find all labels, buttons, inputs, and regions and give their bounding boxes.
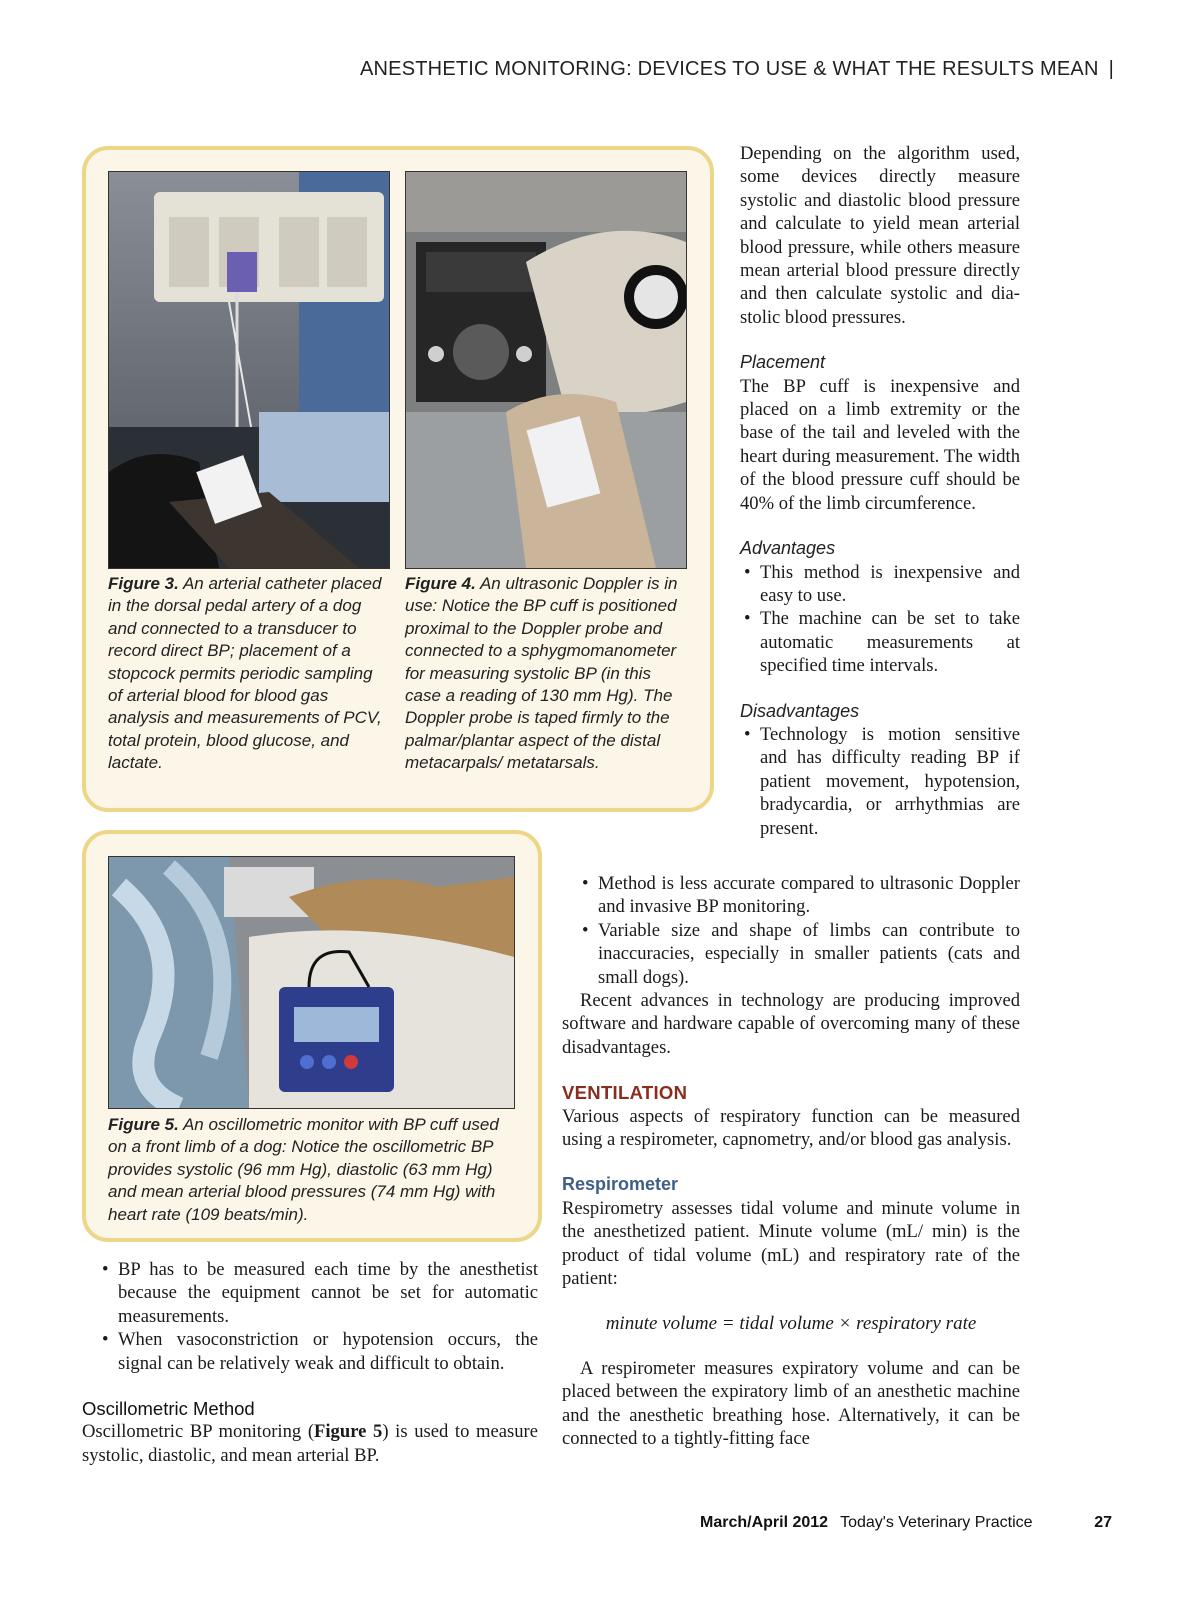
intro-paragraph: Depending on the algorithm used, some devices directly measure systolic and diastolic blood pressure and calculate to yield mean arterial blood pressure, while others measure mean arterial blood pressure directly and then calculate systolic and diastolic blood pressures. (740, 143, 1020, 328)
advantages-heading: Advantages (740, 538, 836, 559)
footer-issue: March/April 2012 (700, 1514, 829, 1531)
figure-5-photo (108, 856, 515, 1109)
figure-3-photo (108, 171, 390, 569)
disadvantages-heading: Disadvantages (740, 700, 860, 721)
ventilation-heading: VENTILATION (562, 1082, 688, 1104)
list-item: • BP has to be measured each time by the anesthetist because the equipment cannot be set for automatic measurements. (98, 1258, 538, 1328)
page-number: 27 (1094, 1514, 1112, 1531)
ventilation-paragraph: Various aspects of respiratory function can be measured using a respirometer, capnometry, and/or blood gas analysis. (562, 1105, 1020, 1151)
figure-5-label: Figure 5. (108, 1115, 179, 1134)
oscillometric-text-post: ) is used to measure systolic, diastolic, and mean arterial BP. (82, 1421, 538, 1466)
respirometer-heading: Respirometer (562, 1174, 679, 1195)
right-column (740, 142, 1020, 840)
figure-3-label: Figure 3. (108, 574, 179, 593)
figure-4-caption (405, 573, 689, 775)
oscillometric-heading: Oscillometric Method (82, 1398, 255, 1420)
lower-right-column (562, 872, 1020, 1451)
placement-heading: Placement (740, 352, 826, 373)
footer-journal: Today's Veterinary Practice (840, 1514, 1033, 1531)
figure-4-text: An ultrasonic Doppler is in use: Notice the BP cuff is positioned proximal to the Doppler probe and connected to a sphygmomanometer for measuring systolic BP (in this case a reading of 130 mm Hg). The Doppler probe is taped firmly to the palmar/plantar aspect of the distal metacarpals/ metatarsals. (405, 574, 678, 773)
figure-5-text: An oscillometric monitor with BP cuff used on a front limb of a dog: Notice the oscillometric BP provides systolic (96 mm Hg), diastolic (63 mm Hg) and mean arterial blood pressures (74 mm Hg) with heart rate (109 beats/min). (108, 1115, 499, 1224)
respirometer-paragraph: Respirometry assesses tidal volume and minute volume in the anesthetized patient. Minute volume (mL/ min) is the product of tidal volume (mL) and respiratory rate of the patient: (562, 1197, 1020, 1290)
list-item: • Technology is motion sensitive and has difficulty reading BP if patient movement, hypotension, bradycardia, or arrhythmias are present. (740, 723, 1020, 840)
disadvantages-list-continued (562, 872, 1020, 989)
figure-5-reference[interactable]: Figure 5 (314, 1421, 383, 1443)
page-footer (700, 1514, 1130, 1532)
list-item: • This method is inexpensive and easy to use. (740, 561, 1020, 608)
figure-4-label: Figure 4. (405, 574, 476, 593)
list-item: • When vasoconstriction or hypotension occurs, the signal can be relatively weak and difficult to obtain. (98, 1328, 538, 1375)
placement-paragraph: The BP cuff is inexpensive and placed on a limb extremity or the base of the tail and leveled with the heart during measurement. The width of the blood pressure cuff should be 40% of the limb circumference. (740, 375, 1020, 514)
lower-left-column (82, 1258, 538, 1467)
respirometer-paragraph-2: A respirometer measures expiratory volume and can be placed between the expiratory limb of an anesthetic machine and the anesthetic breathing hose. Alternatively, it can be connected to a tightly-fitting face (562, 1357, 1020, 1450)
figure-3-text: An arterial catheter placed in the dorsal pedal artery of a dog and connected to a transducer to record direct BP; placement of a stopcock permits periodic sampling of arterial blood for blood gas analysis and measurements of PCV, total protein, blood glucose, and lactate. (108, 574, 382, 773)
list-item: • Variable size and shape of limbs can contribute to inaccuracies, especially in smaller patients (cats and small dogs). (578, 919, 1020, 989)
advantages-list (740, 561, 1020, 678)
advances-paragraph: Recent advances in technology are producing improved software and hardware capable of overcoming many of these disadvantages. (562, 990, 1020, 1058)
oscillometric-text-pre: Oscillometric BP monitoring ( (82, 1421, 315, 1443)
minute-volume-equation: minute volume = tidal volume × respiratory rate (605, 1312, 977, 1334)
running-head (360, 58, 1120, 81)
list-item: • The machine can be set to take automatic measurements at specified time intervals. (740, 607, 1020, 677)
list-item: • Method is less accurate compared to ultrasonic Doppler and invasive BP monitoring. (578, 872, 1020, 919)
running-head-title: ANESTHETIC MONITORING: DEVICES TO USE & WHAT THE RESULTS MEAN (360, 58, 1099, 80)
figure-5-caption (108, 1114, 518, 1226)
figure-4-photo (405, 171, 687, 569)
doppler-disadvantages-list (82, 1258, 538, 1375)
figure-3-caption (108, 573, 390, 775)
oscillometric-paragraph (82, 1420, 538, 1467)
running-head-separator: | (1108, 58, 1115, 80)
disadvantages-list (740, 723, 1020, 840)
